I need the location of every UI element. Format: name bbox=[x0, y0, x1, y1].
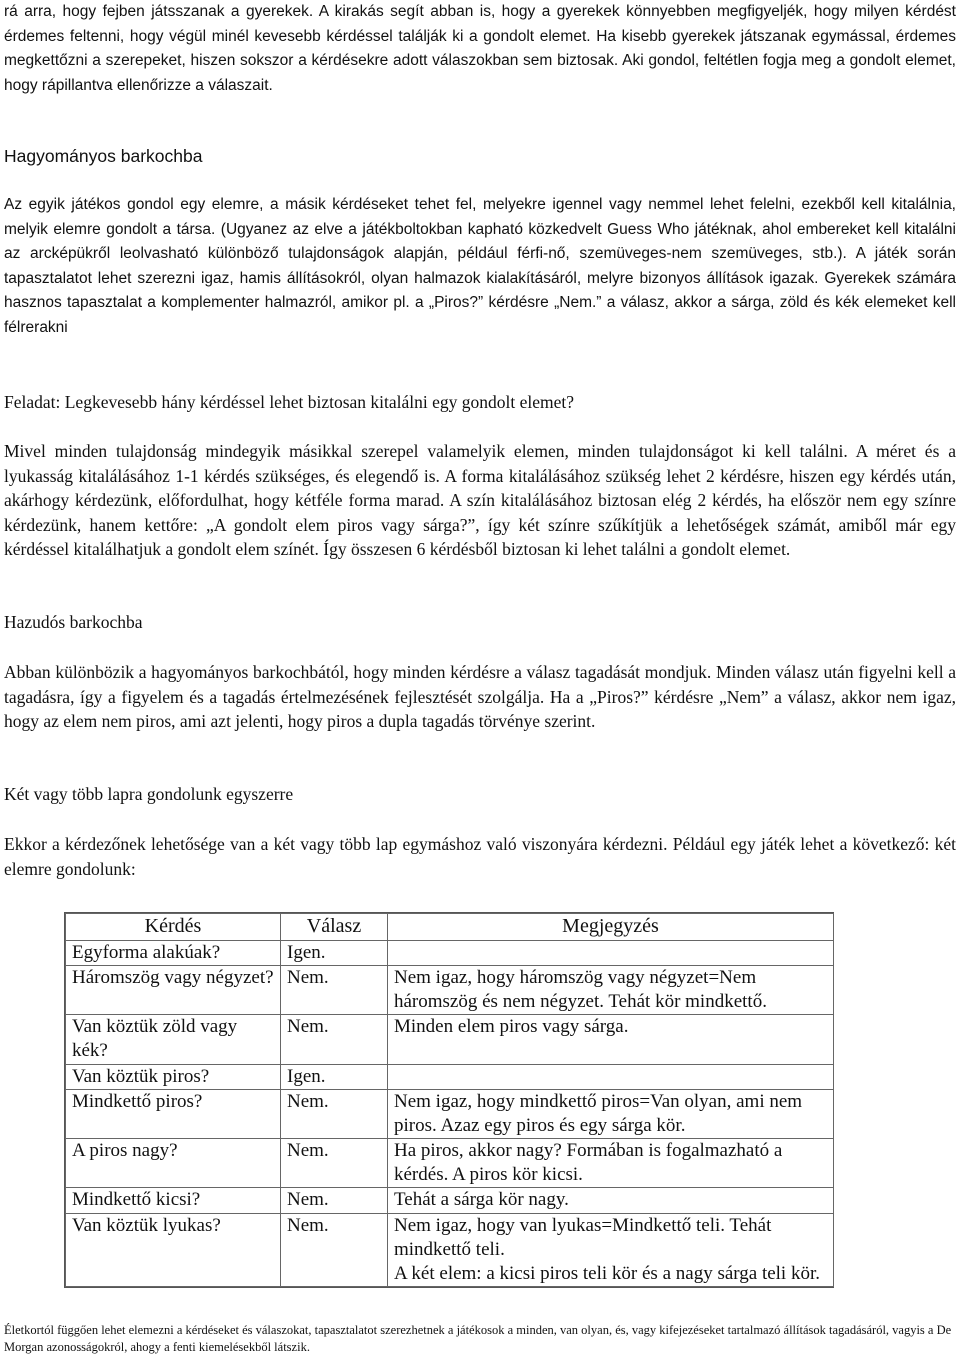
note-cell: Minden elem piros vagy sárga. bbox=[388, 1015, 834, 1064]
table-header-row bbox=[66, 914, 834, 941]
note-cell: Nem igaz, hogy mindkettő piros=Van olyan, ami nem piros. Azaz egy piros és egy sárga kör. bbox=[388, 1089, 834, 1138]
table-row bbox=[66, 941, 834, 966]
multiple-paragraph: Ekkor a kérdezőnek lehetősége van a két vagy több lap egymáshoz való viszonyára kérdezni. Például egy játék lehet a következő: két elemre gondolunk: bbox=[4, 834, 956, 879]
question-cell: Háromszög vagy négyzet? bbox=[66, 966, 281, 1015]
task-paragraph: Feladat: Legkevesebb hány kérdéssel lehet biztosan kitalálni egy gondolt elemet? bbox=[4, 392, 575, 412]
question-cell: Mindkettő piros? bbox=[66, 1089, 281, 1138]
note-cell: Nem igaz, hogy van lyukas=Mindkettő teli. Tehát mindkettő teli. A két elem: a kicsi piros teli kör és a nagy sárga teli kör. bbox=[388, 1213, 834, 1286]
header-answer: Válasz bbox=[281, 914, 388, 941]
liar-paragraph: Abban különbözik a hagyományos barkochbától, hogy minden kérdésre a válasz tagadását mondjuk. Minden válasz után figyelni kell a tagadásra, így a figyelem és a tagadás értelmezésének fejlesztését szolgálja. Ha a „Piros?” kérdésre „Nem” a válasz, akkor nem igaz, hogy az elem nem piros, ami azt jelenti, hogy piros a dupla tagadás törvénye szerint. bbox=[4, 662, 956, 731]
question-cell: Van köztük lyukas? bbox=[66, 1213, 281, 1286]
footer-note: Életkortól függően lehet elemezni a kérdéseket és válaszokat, tapasztalatot szerezhetnek a játékosok a minden, van olyan, és, vagy kifejezéseket tartalmazó állítások tagadásáról, vagyis a De Morgan azonosságokról, ahogy a fenti kiemelésekből látszik. bbox=[4, 1323, 952, 1354]
note-cell bbox=[388, 1064, 834, 1089]
note-cell bbox=[388, 941, 834, 966]
section-heading-multiple: Két vagy több lapra gondolunk egyszerre bbox=[4, 784, 294, 804]
table-row bbox=[66, 1213, 834, 1286]
table-row bbox=[66, 1188, 834, 1213]
intro-paragraph: rá arra, hogy fejben játsszanak a gyerekek. A kirakás segít abban is, hogy a gyerekek könnyebben megfigyeljék, hogy milyen kérdést érdemes feltenni, hogy végül minél kevesebb kérdéssel találják ki a gondolt elemet. Ha kisebb gyerekek játszanak egymással, érdemes megkettőzni a szerepeket, hiszen sokszor a kérdésekre adott válaszokban sem biztosak. Aki gondol, feltétlen fogja meg a gondolt elemet, hogy rápillantva ellenőrizze a válaszait. bbox=[4, 3, 956, 94]
table-row bbox=[66, 1015, 834, 1064]
table-row bbox=[66, 966, 834, 1015]
answer-cell: Igen. bbox=[281, 941, 388, 966]
question-cell: Mindkettő kicsi? bbox=[66, 1188, 281, 1213]
question-cell: Van köztük piros? bbox=[66, 1064, 281, 1089]
solution-paragraph: Mivel minden tulajdonság mindegyik másikkal szerepel valamelyik elemen, minden tulajdonságot ki kell találni. A méret és a lyukasság kitalálásához 1-1 kérdés szükséges, és elegendő is. A forma kitalálásához szükség lehet 2 kérdésre, hiszen egy kérdés után, akárhogy kérdezünk, előfordulhat, hogy kétféle forma marad. A szín kitalálásához biztosan elég 2 kérdés, ha először nem egy színre kérdezünk, hanem kettőre: „A gondolt elem piros vagy sárga?”, így két színre szűkítjük a lehetőségek számát, amiből már egy kérdéssel kitalálhatjuk a gondolt elem színét. Így összesen 6 kérdésből biztosan ki lehet találni a gondolt elemet. bbox=[4, 441, 956, 559]
question-cell: A piros nagy? bbox=[66, 1139, 281, 1188]
section-heading-liar: Hazudós barkochba bbox=[4, 612, 143, 632]
answer-cell: Nem. bbox=[281, 1213, 388, 1286]
answer-cell: Nem. bbox=[281, 1089, 388, 1138]
table-row bbox=[66, 1064, 834, 1089]
answer-cell: Igen. bbox=[281, 1064, 388, 1089]
header-question: Kérdés bbox=[66, 914, 281, 941]
answer-cell: Nem. bbox=[281, 1139, 388, 1188]
question-cell: Egyforma alakúak? bbox=[66, 941, 281, 966]
question-cell: Van köztük zöld vagy kék? bbox=[66, 1015, 281, 1064]
traditional-paragraph: Az egyik játékos gondol egy elemre, a másik kérdéseket tehet fel, melyekre igennel vagy nemmel lehet felelni, ezekből kell kitalálnia, melyik elemre gondolt a társa. (Ugyanez az elve a játékboltokban kapható közkedvelt Guess Who játéknak, ahol embereket kell kitalálni az arcképükről leolvasható különböző tulajdonságok alapján, például férfi-nő, szemüveges-nem szemüveges, stb.). A játék során tapasztalatot lehet szerezni igaz, hamis állításokról, olyan halmazok kialakításáról, melyre bizonyos állítások igazak. Gyerekek számára hasznos tapasztalat a komplementer halmazról, amikor pl. a „Piros?” kérdésre „Nem.” a válasz, akkor a sárga, zöld és kék elemeket kell félrerakni bbox=[4, 196, 956, 336]
question-answer-table bbox=[64, 912, 834, 1288]
note-cell: Ha piros, akkor nagy? Formában is fogalmazható a kérdés. A piros kör kicsi. bbox=[388, 1139, 834, 1188]
answer-cell: Nem. bbox=[281, 966, 388, 1015]
answer-cell: Nem. bbox=[281, 1188, 388, 1213]
table-row bbox=[66, 1089, 834, 1138]
note-cell: Nem igaz, hogy háromszög vagy négyzet=Nem háromszög és nem négyzet. Tehát kör mindkettő. bbox=[388, 966, 834, 1015]
section-heading-traditional: Hagyományos barkochba bbox=[4, 146, 203, 166]
answer-cell: Nem. bbox=[281, 1015, 388, 1064]
header-note: Megjegyzés bbox=[388, 914, 834, 941]
table-row bbox=[66, 1139, 834, 1188]
note-cell: Tehát a sárga kör nagy. bbox=[388, 1188, 834, 1213]
